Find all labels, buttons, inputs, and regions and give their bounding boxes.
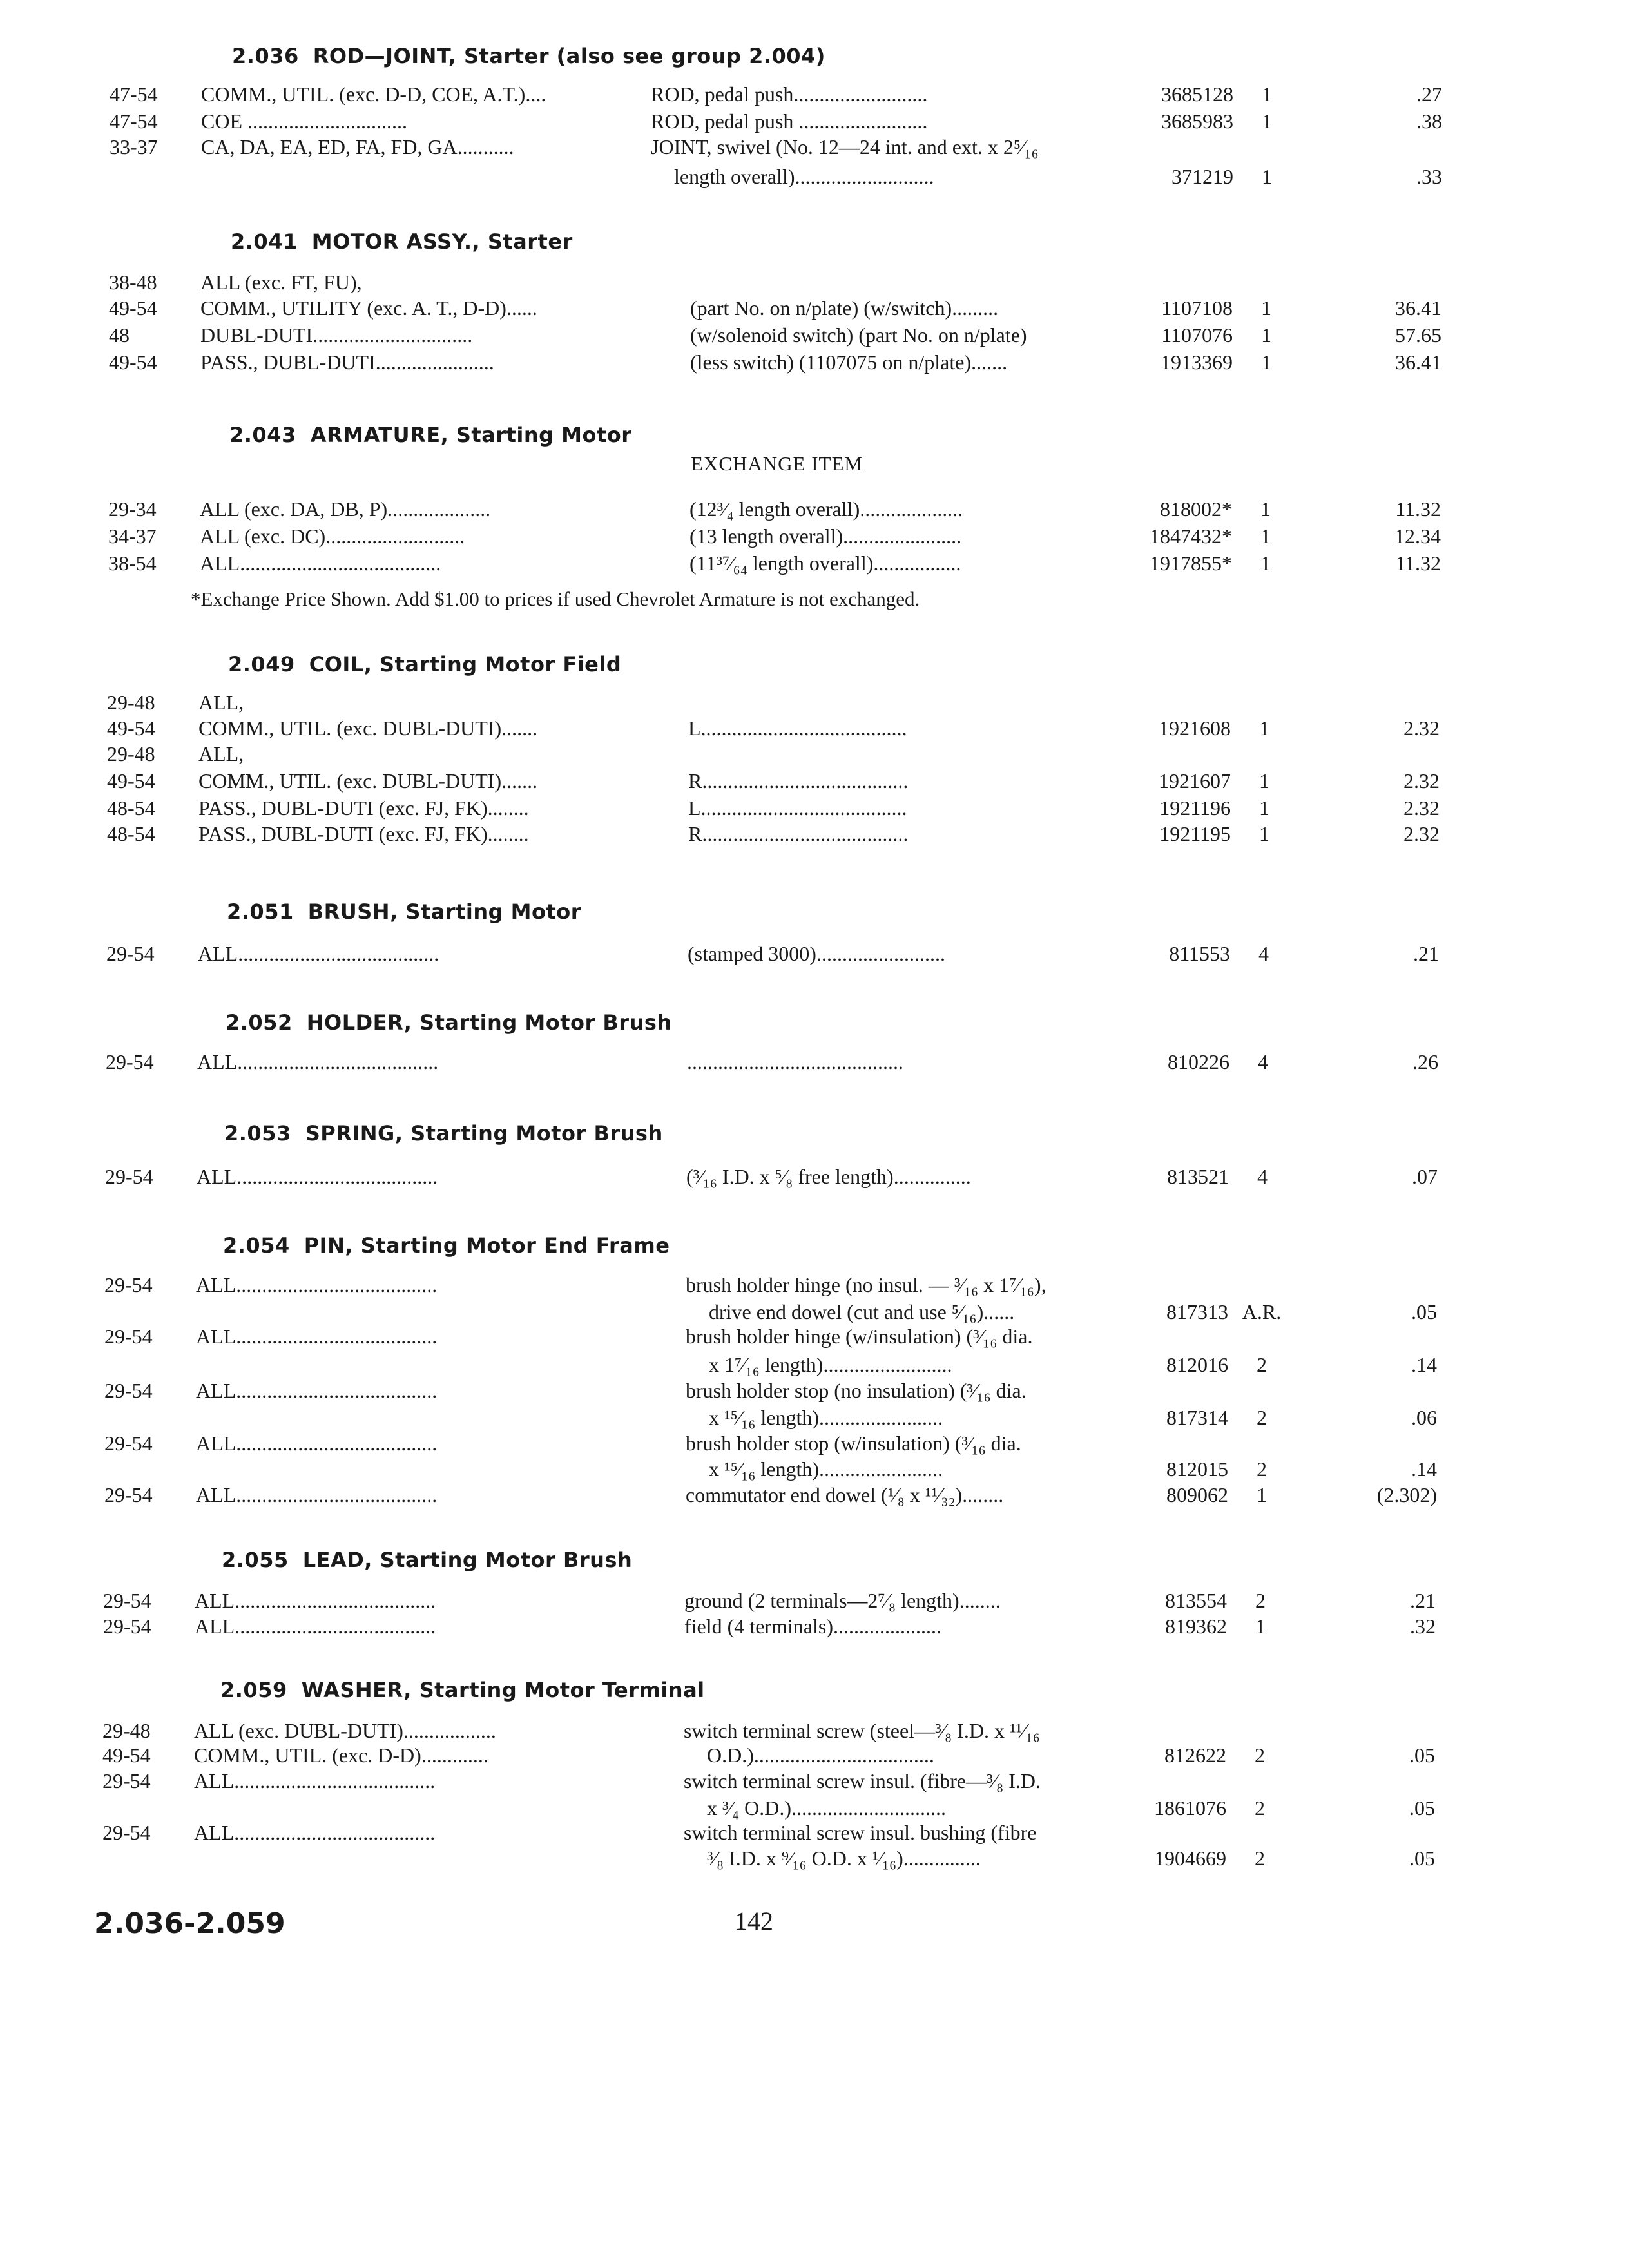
section-heading <box>220 1678 705 1702</box>
quantity: 2 <box>1257 1406 1267 1429</box>
description: x 1⁷⁄₁₆ length)......................... <box>709 1353 952 1376</box>
part-number: 811553 <box>1169 942 1230 965</box>
quantity: 1 <box>1260 552 1271 575</box>
part-number: 1847432* <box>1150 524 1232 548</box>
models: CA, DA, EA, ED, FA, FD, GA........... <box>201 135 514 159</box>
group-title: HOLDER, Starting Motor Brush <box>306 1010 672 1035</box>
quantity: 1 <box>1259 822 1269 845</box>
table-row <box>0 524 1629 554</box>
table-row <box>0 1165 1629 1195</box>
list-price: .33 <box>1416 165 1442 188</box>
part-number: 813554 <box>1165 1589 1227 1612</box>
table-row <box>0 1483 1629 1513</box>
part-number: 1921608 <box>1159 716 1231 740</box>
part-number: 812622 <box>1164 1744 1226 1767</box>
description: (12³⁄₄ length overall).................... <box>689 497 963 521</box>
list-price: 57.65 <box>1395 323 1441 347</box>
model-years: 29-54 <box>105 1165 153 1188</box>
group-title: PIN, Starting Motor End Frame <box>304 1233 670 1258</box>
model-years: 29-48 <box>102 1719 151 1742</box>
model-years: 49-54 <box>107 769 155 793</box>
models: ALL....................................... <box>197 1050 439 1073</box>
description: x ¹⁵⁄₁₆ length)........................ <box>709 1457 943 1481</box>
models: PASS., DUBL-DUTI....................... <box>200 351 494 374</box>
list-price: 2.32 <box>1403 716 1440 740</box>
description: x ³⁄₄ O.D.).............................. <box>707 1796 946 1820</box>
quantity: 4 <box>1257 1165 1268 1188</box>
quantity: 1 <box>1262 110 1272 133</box>
list-price: 36.41 <box>1395 296 1441 320</box>
quantity: 1 <box>1261 323 1271 347</box>
list-price: 11.32 <box>1395 552 1441 575</box>
quantity: 4 <box>1258 1050 1268 1073</box>
description: ³⁄₈ I.D. x ⁹⁄₁₆ O.D. x ¹⁄₁₆)............... <box>707 1847 981 1870</box>
quantity: 1 <box>1261 351 1271 374</box>
list-price: .32 <box>1410 1615 1436 1638</box>
description: drive end dowel (cut and use ⁵⁄₁₆)...... <box>709 1300 1015 1323</box>
quantity: 2 <box>1255 1744 1265 1767</box>
group-number: 2.043 <box>229 423 296 447</box>
model-years: 29-54 <box>103 1589 151 1612</box>
list-price: .05 <box>1409 1744 1435 1767</box>
table-row <box>0 1379 1629 1408</box>
part-number: 812016 <box>1166 1353 1228 1376</box>
group-title: WASHER, Starting Motor Terminal <box>301 1678 705 1702</box>
part-number: 813521 <box>1167 1165 1229 1188</box>
quantity: 1 <box>1261 296 1271 320</box>
description: commutator end dowel (¹⁄₈ x ¹¹⁄₃₂)........ <box>686 1483 1004 1506</box>
group-title: COIL, Starting Motor Field <box>309 652 622 677</box>
models: PASS., DUBL-DUTI (exc. FJ, FK)........ <box>198 796 529 820</box>
description: R........................................ <box>688 822 909 845</box>
model-years: 29-34 <box>108 497 157 521</box>
description: brush holder stop (no insulation) (³⁄₁₆ dia. <box>686 1379 1027 1402</box>
group-number: 2.053 <box>224 1121 291 1146</box>
group-number: 2.055 <box>222 1548 289 1572</box>
section-heading <box>226 1010 672 1035</box>
description: x ¹⁵⁄₁₆ length)........................ <box>709 1406 943 1429</box>
description: R........................................ <box>688 769 909 793</box>
list-price: 2.32 <box>1403 796 1440 820</box>
section-heading <box>231 229 573 254</box>
model-years: 49-54 <box>107 716 155 740</box>
models: COMM., UTIL. (exc. D-D)............. <box>194 1744 488 1767</box>
description: O.D.)................................... <box>707 1744 934 1767</box>
part-number: 1913369 <box>1161 351 1233 374</box>
models: ALL....................................... <box>200 552 441 575</box>
table-row <box>0 1847 1629 1876</box>
model-years: 48-54 <box>107 822 155 845</box>
group-title: BRUSH, Starting Motor <box>307 899 582 924</box>
table-row <box>0 1325 1629 1354</box>
models: PASS., DUBL-DUTI (exc. FJ, FK)........ <box>198 822 529 845</box>
models: ALL (exc. FT, FU), <box>200 271 362 294</box>
description: ground (2 terminals—2⁷⁄₈ length)........ <box>684 1589 1001 1612</box>
models: ALL....................................... <box>194 1769 436 1792</box>
table-row <box>0 742 1629 772</box>
description: (part No. on n/plate) (w/switch)......... <box>690 296 999 320</box>
models: ALL....................................... <box>194 1821 436 1844</box>
description: field (4 terminals)..................... <box>684 1615 942 1638</box>
section-heading <box>228 652 621 677</box>
quantity: A.R. <box>1242 1300 1282 1323</box>
table-row <box>0 296 1629 326</box>
quantity: 1 <box>1259 716 1269 740</box>
quantity: 1 <box>1260 524 1271 548</box>
model-years: 29-48 <box>107 742 155 765</box>
list-price: 11.32 <box>1395 497 1441 521</box>
models: ALL....................................... <box>195 1589 436 1612</box>
section-heading <box>222 1548 632 1572</box>
table-row <box>0 769 1629 799</box>
group-number: 2.051 <box>227 899 294 924</box>
group-title: SPRING, Starting Motor Brush <box>305 1121 663 1146</box>
list-price: .27 <box>1416 82 1442 106</box>
quantity: 2 <box>1257 1457 1267 1481</box>
model-years: 49-54 <box>109 351 157 374</box>
models: ALL....................................... <box>196 1483 438 1506</box>
model-years: 29-54 <box>104 1379 153 1402</box>
group-number: 2.052 <box>226 1010 293 1035</box>
description: switch terminal screw insul. (fibre—³⁄₈ I.D. <box>684 1769 1041 1792</box>
table-row <box>0 497 1629 527</box>
part-number: 809062 <box>1166 1483 1228 1506</box>
model-years: 38-54 <box>108 552 157 575</box>
section-heading <box>229 423 632 447</box>
group-title: ARMATURE, Starting Motor <box>310 423 632 447</box>
part-number: 371219 <box>1171 165 1233 188</box>
group-number: 2.049 <box>228 652 295 677</box>
list-price: .38 <box>1416 110 1442 133</box>
table-row <box>0 822 1629 852</box>
list-price: 2.32 <box>1403 822 1440 845</box>
models: ALL....................................... <box>196 1432 438 1455</box>
description: L........................................ <box>688 716 907 740</box>
model-years: 49-54 <box>109 296 157 320</box>
group-title: ROD—JOINT, Starter (also see group 2.004) <box>313 44 825 68</box>
description: L........................................ <box>688 796 907 820</box>
part-number: 819362 <box>1165 1615 1227 1638</box>
model-years: 47-54 <box>110 82 158 106</box>
list-price: .21 <box>1413 942 1439 965</box>
list-price: .06 <box>1411 1406 1437 1429</box>
part-number: 810226 <box>1168 1050 1229 1073</box>
part-number: 1861076 <box>1154 1796 1226 1820</box>
table-row <box>0 1050 1629 1080</box>
group-number: 2.041 <box>231 229 298 254</box>
page-number: 142 <box>735 1907 773 1936</box>
quantity: 1 <box>1259 796 1269 820</box>
models: COMM., UTILITY (exc. A. T., D-D)...... <box>200 296 537 320</box>
table-row <box>0 1615 1629 1644</box>
model-years: 29-54 <box>104 1273 153 1296</box>
group-number: 2.036 <box>232 44 299 68</box>
quantity: 2 <box>1255 1847 1265 1870</box>
description: switch terminal screw insul. bushing (fibre <box>684 1821 1037 1844</box>
models: ALL....................................... <box>196 1379 438 1402</box>
table-row <box>0 1273 1629 1303</box>
quantity: 2 <box>1257 1353 1267 1376</box>
models: ALL....................................... <box>197 1165 438 1188</box>
part-number: 1107076 <box>1161 323 1233 347</box>
models: ALL (exc. DA, DB, P).................... <box>200 497 491 521</box>
models: ALL....................................... <box>196 1273 438 1296</box>
list-price: .05 <box>1409 1796 1435 1820</box>
group-title: MOTOR ASSY., Starter <box>311 229 573 254</box>
table-row <box>0 351 1629 380</box>
table-row <box>0 552 1629 581</box>
model-years: 29-54 <box>106 1050 154 1073</box>
description: (w/solenoid switch) (part No. on n/plate) <box>690 323 1027 347</box>
description: .......................................... <box>687 1050 903 1073</box>
models: COMM., UTIL. (exc. D-D, COE, A.T.).... <box>201 82 546 106</box>
quantity: 1 <box>1262 82 1272 106</box>
models: ALL, <box>198 691 244 714</box>
models: ALL....................................... <box>196 1325 438 1348</box>
quantity: 2 <box>1255 1796 1265 1820</box>
list-price: (2.302) <box>1376 1483 1437 1506</box>
part-number: 3685983 <box>1161 110 1233 133</box>
quantity: 2 <box>1255 1589 1266 1612</box>
models: ALL, <box>198 742 244 765</box>
model-years: 48-54 <box>107 796 155 820</box>
list-price: .26 <box>1412 1050 1438 1073</box>
model-years: 29-54 <box>103 1615 151 1638</box>
part-number: 1107108 <box>1161 296 1233 320</box>
part-number: 812015 <box>1166 1457 1228 1481</box>
part-number: 818002* <box>1160 497 1232 521</box>
quantity: 1 <box>1260 497 1271 521</box>
list-price: .14 <box>1411 1457 1437 1481</box>
model-years: 38-48 <box>109 271 157 294</box>
models: COMM., UTIL. (exc. DUBL-DUTI)....... <box>198 716 538 740</box>
list-price: 2.32 <box>1403 769 1440 793</box>
group-number: 2.054 <box>223 1233 290 1258</box>
model-years: 33-37 <box>110 135 158 159</box>
description: ROD, pedal push ......................... <box>651 110 928 133</box>
table-row <box>0 165 1629 195</box>
models: COE ............................... <box>201 110 407 133</box>
part-number: 1921196 <box>1159 796 1231 820</box>
model-years: 29-54 <box>102 1821 151 1844</box>
description: (³⁄₁₆ I.D. x ⁵⁄₈ free length)............... <box>686 1165 971 1188</box>
section-heading <box>224 1121 663 1146</box>
list-price: .05 <box>1409 1847 1435 1870</box>
list-price: .07 <box>1412 1165 1438 1188</box>
models: ALL (exc. DC)........................... <box>200 524 465 548</box>
description: JOINT, swivel (No. 12—24 int. and ext. x 2⁵⁄₁₆ <box>651 135 1039 159</box>
models: ALL....................................... <box>198 942 439 965</box>
table-row <box>0 1769 1629 1799</box>
description: brush holder hinge (no insul. — ³⁄₁₆ x 1⁷⁄₁₆), <box>686 1273 1046 1296</box>
models: COMM., UTIL. (exc. DUBL-DUTI)....... <box>198 769 538 793</box>
description: switch terminal screw (steel—³⁄₈ I.D. x ¹¹⁄₁₆ <box>684 1719 1040 1742</box>
description: (11³⁷⁄₆₄ length overall)................. <box>689 552 961 575</box>
models: DUBL-DUTI............................... <box>200 323 473 347</box>
part-number: 817313 <box>1166 1300 1228 1323</box>
list-price: .05 <box>1411 1300 1437 1323</box>
section-heading <box>232 44 825 68</box>
model-years: 29-54 <box>104 1483 153 1506</box>
exchange-item-subheading: EXCHANGE ITEM <box>691 452 863 475</box>
model-years: 47-54 <box>110 110 158 133</box>
table-row <box>0 82 1629 112</box>
models: ALL....................................... <box>195 1615 436 1638</box>
table-row <box>0 942 1629 972</box>
description: length overall)........................... <box>674 165 934 188</box>
models: ALL (exc. DUBL-DUTI).................. <box>194 1719 496 1742</box>
quantity: 1 <box>1259 769 1269 793</box>
page-range-code: 2.036-2.059 <box>94 1907 285 1940</box>
model-years: 49-54 <box>102 1744 151 1767</box>
description: (stamped 3000)......................... <box>688 942 945 965</box>
quantity: 1 <box>1257 1483 1267 1506</box>
model-years: 34-37 <box>108 524 157 548</box>
model-years: 29-54 <box>104 1432 153 1455</box>
model-years: 29-48 <box>107 691 155 714</box>
part-number: 1917855* <box>1150 552 1232 575</box>
section-heading <box>227 899 581 924</box>
list-price: 12.34 <box>1394 524 1441 548</box>
group-title: LEAD, Starting Motor Brush <box>302 1548 633 1572</box>
description: brush holder stop (w/insulation) (³⁄₁₆ dia. <box>686 1432 1021 1455</box>
description: ROD, pedal push.......................... <box>651 82 928 106</box>
model-years: 29-54 <box>102 1769 151 1792</box>
table-row <box>0 323 1629 353</box>
description: brush holder hinge (w/insulation) (³⁄₁₆ dia. <box>686 1325 1033 1348</box>
part-number: 1921607 <box>1159 769 1231 793</box>
part-number: 1904669 <box>1154 1847 1226 1870</box>
list-price: .14 <box>1411 1353 1437 1376</box>
table-row <box>0 135 1629 165</box>
group-number: 2.059 <box>220 1678 287 1702</box>
part-number: 3685128 <box>1161 82 1233 106</box>
exchange-price-note: *Exchange Price Shown. Add $1.00 to prices if used Chevrolet Armature is not exchanged. <box>191 588 920 610</box>
model-years: 48 <box>109 323 130 347</box>
list-price: .21 <box>1410 1589 1436 1612</box>
part-number: 817314 <box>1166 1406 1228 1429</box>
quantity: 4 <box>1258 942 1269 965</box>
description: (13 length overall)....................... <box>689 524 962 548</box>
description: (less switch) (1107075 on n/plate)....... <box>690 351 1008 374</box>
model-years: 29-54 <box>104 1325 153 1348</box>
section-heading <box>223 1233 670 1258</box>
part-number: 1921195 <box>1159 822 1231 845</box>
list-price: 36.41 <box>1395 351 1441 374</box>
quantity: 1 <box>1255 1615 1266 1638</box>
model-years: 29-54 <box>106 942 155 965</box>
quantity: 1 <box>1262 165 1272 188</box>
